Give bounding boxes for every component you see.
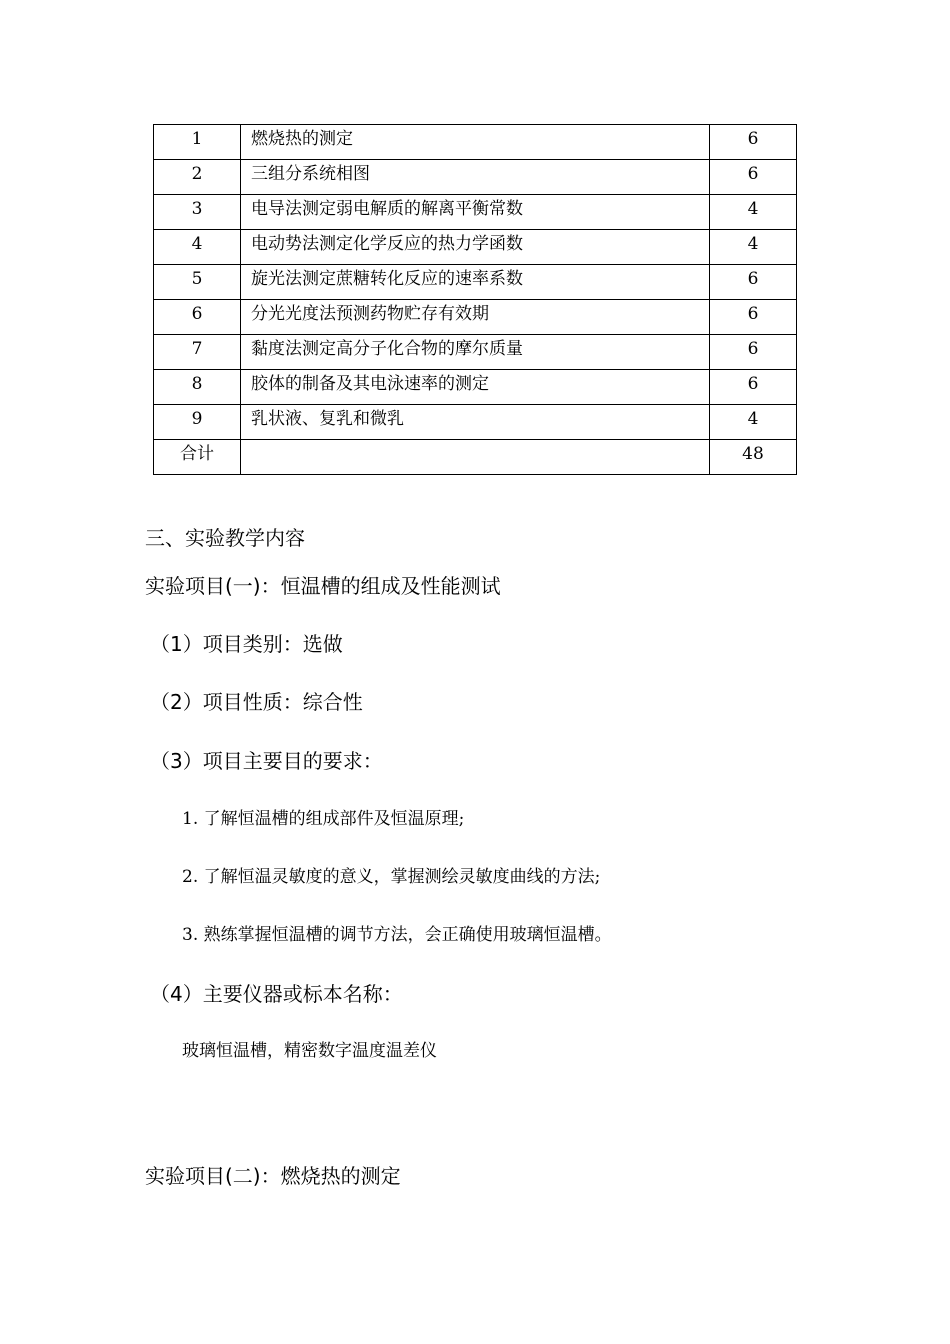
experiment-name: 三组分系统相图	[241, 160, 710, 195]
project2-title: 实验项目(二)：燃烧热的测定	[145, 1164, 401, 1188]
requirement-item: 1. 了解恒温槽的组成部件及恒温原理;	[182, 809, 465, 829]
total-label: 合计	[154, 440, 241, 475]
table-row	[154, 335, 797, 370]
row-number: 5	[154, 265, 241, 300]
section-title: 三、实验教学内容	[145, 526, 305, 550]
table-row	[154, 160, 797, 195]
row-number: 1	[154, 125, 241, 160]
experiment-hours: 6	[710, 370, 797, 405]
table-total-row	[154, 440, 797, 475]
row-number: 2	[154, 160, 241, 195]
row-number: 3	[154, 195, 241, 230]
experiment-hours: 4	[710, 195, 797, 230]
total-hours: 48	[710, 440, 797, 475]
project1-title: 实验项目(一)：恒温槽的组成及性能测试	[145, 574, 501, 598]
experiment-name: 黏度法测定高分子化合物的摩尔质量	[241, 335, 710, 370]
experiment-name: 电导法测定弱电解质的解离平衡常数	[241, 195, 710, 230]
experiment-hours: 6	[710, 265, 797, 300]
requirement-item: 2. 了解恒温灵敏度的意义，掌握测绘灵敏度曲线的方法;	[182, 867, 601, 887]
experiment-name: 燃烧热的测定	[241, 125, 710, 160]
experiment-hours: 4	[710, 230, 797, 265]
project1-nature: （2）项目性质：综合性	[150, 690, 363, 714]
row-number: 7	[154, 335, 241, 370]
experiment-hours: 6	[710, 300, 797, 335]
table-row	[154, 265, 797, 300]
table-row	[154, 125, 797, 160]
project1-category: （1）项目类别：选做	[150, 632, 343, 656]
row-number: 4	[154, 230, 241, 265]
row-number: 6	[154, 300, 241, 335]
project1-instruments: 玻璃恒温槽，精密数字温度温差仪	[182, 1041, 437, 1061]
experiment-hours: 6	[710, 125, 797, 160]
experiment-hours-table	[153, 124, 797, 475]
experiment-name: 分光光度法预测药物贮存有效期	[241, 300, 710, 335]
experiment-name: 电动势法测定化学反应的热力学函数	[241, 230, 710, 265]
project1-requirements-heading: （3）项目主要目的要求：	[150, 749, 383, 773]
experiment-name: 乳状液、复乳和微乳	[241, 405, 710, 440]
experiment-hours: 4	[710, 405, 797, 440]
experiment-hours: 6	[710, 160, 797, 195]
experiment-name: 旋光法测定蔗糖转化反应的速率系数	[241, 265, 710, 300]
requirement-item: 3. 熟练掌握恒温槽的调节方法，会正确使用玻璃恒温槽。	[182, 925, 612, 945]
experiment-hours: 6	[710, 335, 797, 370]
row-number: 8	[154, 370, 241, 405]
table-row	[154, 300, 797, 335]
table-row	[154, 370, 797, 405]
table-row	[154, 195, 797, 230]
table-row	[154, 230, 797, 265]
row-number: 9	[154, 405, 241, 440]
project1-instruments-heading: （4）主要仪器或标本名称：	[150, 982, 403, 1006]
total-empty-cell	[241, 440, 710, 475]
table-row	[154, 405, 797, 440]
experiment-name: 胶体的制备及其电泳速率的测定	[241, 370, 710, 405]
